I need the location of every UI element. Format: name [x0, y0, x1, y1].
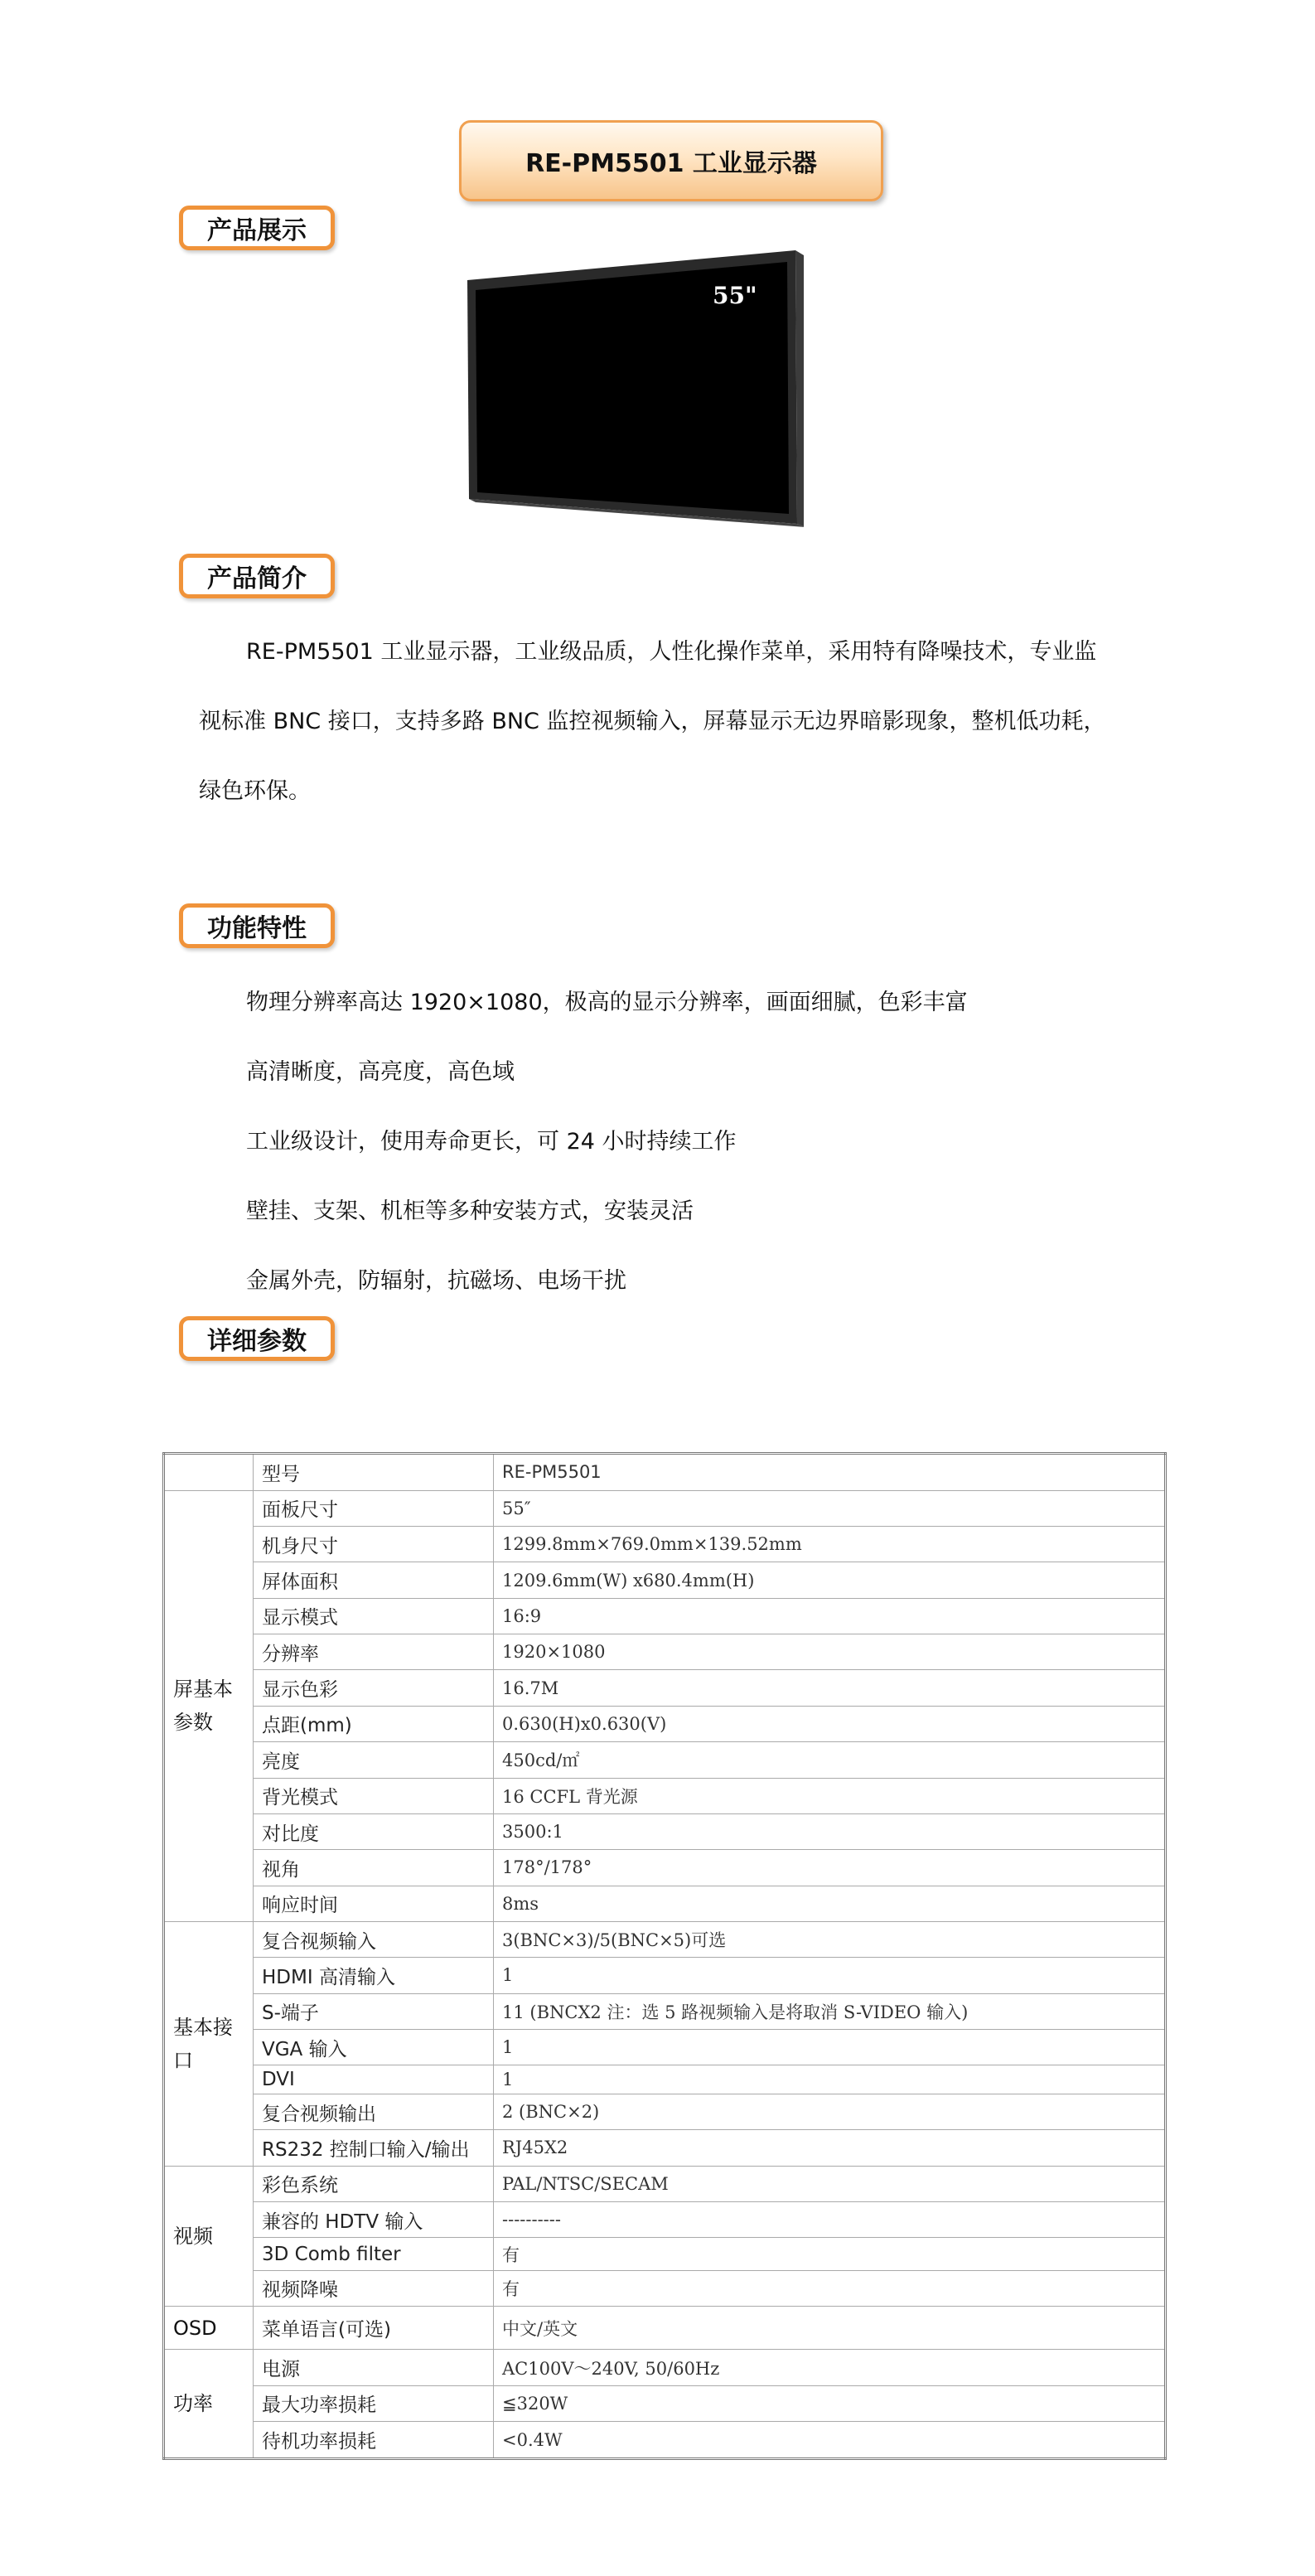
spec-label: S-端子 [254, 1993, 494, 2029]
spec-label: 机身尺寸 [254, 1527, 494, 1562]
table-row [164, 2350, 1166, 2385]
intro-paragraph [199, 617, 1143, 826]
monitor-size-label: 55" [713, 282, 757, 309]
spec-value: 2 (BNC×2) [494, 2094, 1166, 2129]
table-row [164, 1598, 1166, 1634]
table-row [164, 2166, 1166, 2201]
spec-value: 3500:1 [494, 1813, 1166, 1849]
section-tag-intro: 产品简介 [179, 554, 335, 598]
spec-value: 有 [494, 2238, 1166, 2271]
intro-line: RE-PM5501 工业显示器，工业级品质，人性化操作菜单，采用特有降噪技术，专业监 [246, 639, 1097, 665]
spec-value: 450cd/㎡ [494, 1742, 1166, 1778]
spec-value: 1 [494, 2065, 1166, 2094]
spec-label: 复合视频输入 [254, 1921, 494, 1957]
spec-label: 亮度 [254, 1742, 494, 1778]
spec-value: 3(BNC×3)/5(BNC×5)可选 [494, 1921, 1166, 1957]
spec-label: 型号 [254, 1454, 494, 1491]
spec-label: 屏体面积 [254, 1562, 494, 1598]
table-row [164, 2094, 1166, 2129]
spec-value: ---------- [494, 2201, 1166, 2237]
spec-value: 11 (BNCX2 注：选 5 路视频输入是将取消 S-VIDEO 输入) [494, 1993, 1166, 2029]
spec-group-cell: 功率 [164, 2350, 254, 2459]
spec-value: 1299.8mm×769.0mm×139.52mm [494, 1527, 1166, 1562]
spec-label: 复合视频输出 [254, 2094, 494, 2129]
table-row [164, 2130, 1166, 2166]
feature-item: 金属外壳，防辐射，抗磁场、电场干扰 [246, 1268, 626, 1294]
section-tag-showcase: 产品展示 [179, 206, 335, 250]
monitor-product-image [464, 247, 804, 529]
spec-group-cell [164, 1454, 254, 1491]
spec-value: 178°/178° [494, 1850, 1166, 1886]
table-row [164, 2201, 1166, 2237]
spec-label: 点距(mm) [254, 1706, 494, 1741]
table-row [164, 1886, 1166, 1921]
spec-value: 55″ [494, 1490, 1166, 1526]
spec-value: 有 [494, 2270, 1166, 2306]
feature-item: 工业级设计，使用寿命更长，可 24 小时持续工作 [246, 1129, 737, 1155]
spec-label: 面板尺寸 [254, 1490, 494, 1526]
table-row [164, 2065, 1166, 2094]
spec-label: HDMI 高清输入 [254, 1958, 494, 1993]
spec-group-cell: 基本接口 [164, 1921, 254, 2166]
spec-group-cell: 视频 [164, 2166, 254, 2307]
spec-label: 对比度 [254, 1813, 494, 1849]
feature-item: 高清晰度，高亮度，高色域 [246, 1059, 515, 1085]
table-row [164, 1850, 1166, 1886]
section-tag-features: 功能特性 [179, 903, 335, 948]
table-row [164, 1527, 1166, 1562]
table-row [164, 2385, 1166, 2421]
spec-label: 3D Comb filter [254, 2238, 494, 2271]
spec-label: VGA 输入 [254, 2030, 494, 2065]
table-row [164, 1634, 1166, 1670]
spec-label: 待机功率损耗 [254, 2422, 494, 2459]
table-row [164, 2238, 1166, 2271]
spec-table [162, 1452, 1167, 2460]
spec-label: 显示色彩 [254, 1670, 494, 1706]
feature-item: 物理分辨率高达 1920×1080，极高的显示分辨率，画面细腻，色彩丰富 [246, 990, 968, 1015]
spec-group-cell: 屏基本参数 [164, 1490, 254, 1921]
spec-label: 兼容的 HDTV 输入 [254, 2201, 494, 2237]
table-row [164, 1958, 1166, 1993]
spec-label: 分辨率 [254, 1634, 494, 1670]
spec-value: 中文/英文 [494, 2307, 1166, 2350]
table-row [164, 1742, 1166, 1778]
spec-group-cell: OSD [164, 2307, 254, 2350]
table-row [164, 2270, 1166, 2306]
spec-value: 8ms [494, 1886, 1166, 1921]
spec-value: 1920×1080 [494, 1634, 1166, 1670]
table-row [164, 1993, 1166, 2029]
table-row [164, 2422, 1166, 2459]
spec-label: 最大功率损耗 [254, 2385, 494, 2421]
spec-value: ≦320W [494, 2385, 1166, 2421]
table-row [164, 2307, 1166, 2350]
spec-value: RJ45X2 [494, 2130, 1166, 2166]
spec-label: RS232 控制口输入/输出 [254, 2130, 494, 2166]
table-row [164, 1706, 1166, 1741]
spec-value: 16.7M [494, 1670, 1166, 1706]
table-row [164, 1562, 1166, 1598]
page-title: RE-PM5501 工业显示器 [459, 120, 883, 201]
table-row [164, 1670, 1166, 1706]
spec-label: 响应时间 [254, 1886, 494, 1921]
spec-value: 16 CCFL 背光源 [494, 1778, 1166, 1813]
spec-value: 16:9 [494, 1598, 1166, 1634]
table-row [164, 1454, 1166, 1491]
table-row [164, 2030, 1166, 2065]
intro-line: 视标准 BNC 接口，支持多路 BNC 监控视频输入，屏幕显示无边界暗影现象，整机低功耗， [199, 709, 1106, 734]
spec-label: 视频降噪 [254, 2270, 494, 2306]
spec-label: DVI [254, 2065, 494, 2094]
table-row [164, 1778, 1166, 1813]
table-row [164, 1813, 1166, 1849]
spec-value: 1 [494, 2030, 1166, 2065]
spec-label: 视角 [254, 1850, 494, 1886]
table-row [164, 1921, 1166, 1957]
spec-value: 1209.6mm(W) x680.4mm(H) [494, 1562, 1166, 1598]
spec-label: 显示模式 [254, 1598, 494, 1634]
spec-label: 电源 [254, 2350, 494, 2385]
spec-label: 彩色系统 [254, 2166, 494, 2201]
section-tag-params: 详细参数 [179, 1316, 335, 1361]
spec-value: RE-PM5501 [494, 1454, 1166, 1491]
spec-value: 0.630(H)x0.630(V) [494, 1706, 1166, 1741]
table-row [164, 1490, 1166, 1526]
intro-line: 绿色环保。 [199, 778, 311, 804]
spec-value: <0.4W [494, 2422, 1166, 2459]
spec-value: AC100V～240V, 50/60Hz [494, 2350, 1166, 2385]
spec-value: 1 [494, 1958, 1166, 1993]
spec-label: 菜单语言(可选) [254, 2307, 494, 2350]
spec-value: PAL/NTSC/SECAM [494, 2166, 1166, 2201]
feature-item: 壁挂、支架、机柜等多种安装方式，安装灵活 [246, 1198, 694, 1224]
spec-label: 背光模式 [254, 1778, 494, 1813]
